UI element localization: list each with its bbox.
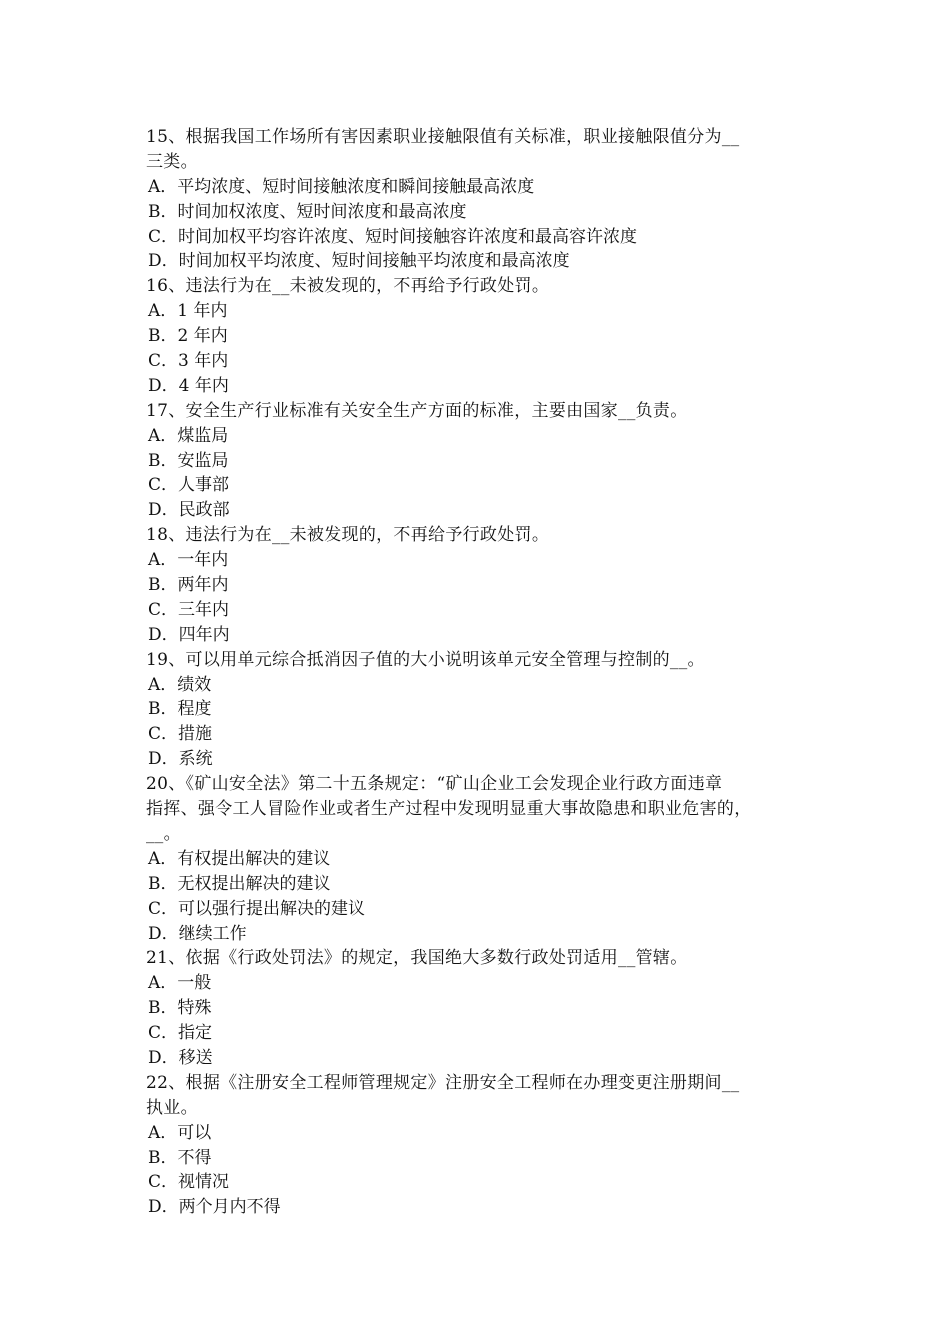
answer-option: D．民政部 — [148, 500, 230, 521]
answer-option: D．系统 — [148, 749, 213, 770]
answer-option: B．安监局 — [148, 450, 229, 471]
question-text-line: 三类。 — [146, 151, 198, 172]
answer-option: C．指定 — [148, 1023, 213, 1044]
answer-option: C．措施 — [148, 724, 213, 745]
question-text-line: 22、根据《注册安全工程师管理规定》注册安全工程师在办理变更注册期间__ — [146, 1072, 740, 1093]
answer-option: C．人事部 — [148, 475, 230, 496]
answer-option: C．三年内 — [148, 599, 230, 620]
answer-option: A．1 年内 — [148, 301, 228, 322]
answer-option: B．无权提出解决的建议 — [148, 873, 331, 894]
answer-option: B．特殊 — [148, 998, 212, 1019]
answer-option: A．一年内 — [148, 550, 229, 571]
answer-option: B．两年内 — [148, 575, 229, 596]
question-text-line: 指挥、强令工人冒险作业或者生产过程中发现明显重大事故隐患和职业危害的， — [146, 799, 752, 820]
answer-option: D．继续工作 — [148, 923, 247, 944]
answer-option: B．时间加权浓度、短时间浓度和最高浓度 — [148, 201, 467, 222]
question-text-line: 15、根据我国工作场所有害因素职业接触限值有关标准，职业接触限值分为__ — [146, 127, 740, 147]
answer-option: D．4 年内 — [148, 375, 229, 396]
answer-option: B．程度 — [148, 699, 212, 720]
question-text-line: 18、违法行为在__未被发现的，不再给予行政处罚。 — [146, 525, 550, 546]
answer-option: A．煤监局 — [148, 425, 229, 446]
question-text-line: 执业。 — [146, 1097, 198, 1118]
answer-option: A．可以 — [148, 1122, 212, 1143]
answer-option: A．一般 — [148, 973, 212, 994]
answer-option: B．2 年内 — [148, 326, 228, 347]
question-text-line: 19、可以用单元综合抵消因子值的大小说明该单元安全管理与控制的__。 — [146, 649, 705, 670]
answer-option: D．时间加权平均浓度、短时间接触平均浓度和最高浓度 — [148, 251, 570, 272]
answer-option: C．3 年内 — [148, 351, 229, 372]
answer-option: C．时间加权平均容许浓度、短时间接触容许浓度和最高容许浓度 — [148, 226, 638, 247]
answer-option: D．两个月内不得 — [148, 1197, 281, 1218]
question-text-line: __。 — [146, 823, 181, 844]
answer-option: B．不得 — [148, 1147, 212, 1168]
answer-option: A．有权提出解决的建议 — [148, 848, 331, 869]
question-list — [146, 125, 826, 1220]
answer-option: C．视情况 — [148, 1172, 230, 1193]
answer-option: A．平均浓度、短时间接触浓度和瞬间接触最高浓度 — [148, 176, 535, 197]
question-text-line: 17、安全生产行业标准有关安全生产方面的标准，主要由国家__负责。 — [146, 400, 688, 421]
question-text-line: 16、违法行为在__未被发现的，不再给予行政处罚。 — [146, 276, 550, 297]
answer-option: A．绩效 — [148, 674, 212, 695]
question-text-line: 20、《矿山安全法》第二十五条规定：“矿山企业工会发现企业行政方面违章 — [146, 774, 723, 795]
question-text-line: 21、依据《行政处罚法》的规定，我国绝大多数行政处罚适用__管辖。 — [146, 948, 688, 969]
answer-option: D．移送 — [148, 1047, 213, 1068]
answer-option: D．四年内 — [148, 624, 230, 645]
answer-option: C．可以强行提出解决的建议 — [148, 898, 366, 919]
